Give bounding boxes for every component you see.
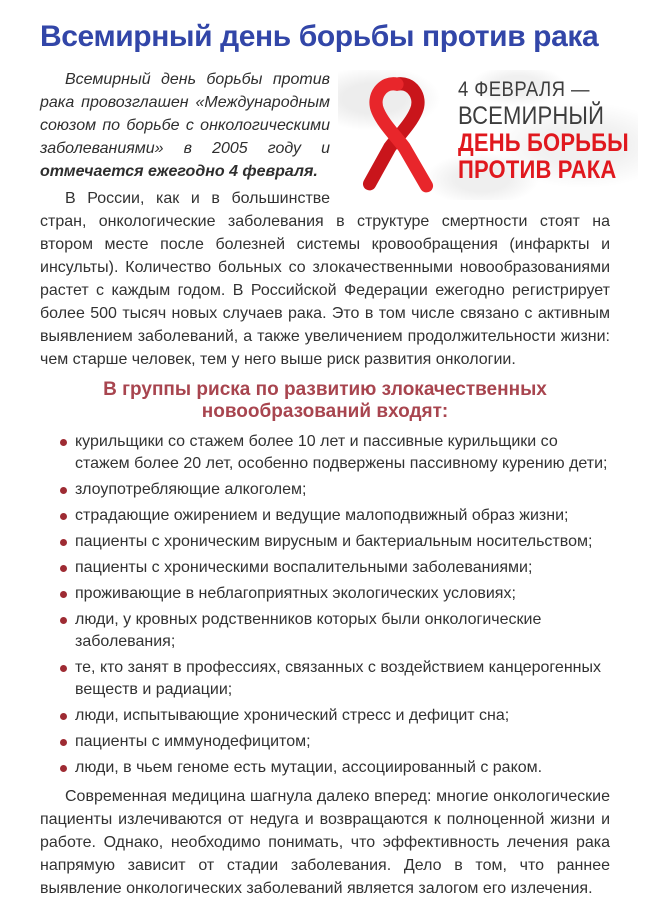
banner-text-block — [458, 78, 629, 184]
list-item — [60, 731, 610, 753]
list-item-text: люди, в чьем геноме есть мутации, ассоциированный с раком. — [75, 759, 543, 776]
bullet-dot-icon — [60, 713, 67, 720]
risk-groups-list — [40, 431, 610, 779]
list-item — [60, 757, 610, 779]
bullet-dot-icon — [60, 665, 67, 672]
list-item-text: пациенты с хроническими воспалительными заболеваниями; — [75, 559, 533, 576]
intro-text: Всемирный день борьбы против рака провозглашен «Международным союзом по борьбе с онкологическими заболеваниями» в 2005 году и — [40, 71, 330, 157]
banner-date-line: 4 ФЕВРАЛЯ — — [458, 78, 590, 101]
red-ribbon-icon — [344, 72, 450, 198]
bullet-dot-icon — [60, 617, 67, 624]
list-item-text: пациенты с хроническим вирусным и бактериальным носительством; — [75, 533, 593, 550]
list-item — [60, 431, 610, 475]
list-item — [60, 505, 610, 527]
bullet-dot-icon — [60, 591, 67, 598]
bullet-dot-icon — [60, 539, 67, 546]
list-item — [60, 557, 610, 579]
bullet-dot-icon — [60, 565, 67, 572]
list-item — [60, 657, 610, 701]
list-item — [60, 705, 610, 727]
intro-text-bold: отмечается ежегодно 4 февраля. — [40, 163, 318, 180]
bullet-dot-icon — [60, 439, 67, 446]
list-item-text: люди, у кровных родственников которых были онкологические заболевания; — [75, 611, 542, 650]
list-item — [60, 583, 610, 605]
banner-line-day: ДЕНЬ БОРЬБЫ — [458, 129, 629, 157]
risk-groups-heading: В группы риска по развитию злокачественных новообразований входят: — [103, 379, 547, 422]
bullet-dot-icon — [60, 739, 67, 746]
list-item-text: злоупотребляющие алкоголем; — [75, 481, 307, 498]
list-item-text: те, кто занят в профессиях, связанных с воздействием канцерогенных веществ и радиации; — [75, 659, 601, 698]
closing-paragraph: Современная медицина шагнула далеко вперед: многие онкологические пациенты излечиваются от недуга и возвращаются к полноценной жизни и работе. Однако, необходимо понимать, что эффективность лечения рака напрямую зависит от стадии заболевания. Дело в том, что раннее выявление онкологических заболеваний является залогом его излечения. — [40, 788, 610, 897]
page-title: Всемирный день борьбы против рака — [40, 20, 599, 53]
list-item-text: пациенты с иммунодефицитом; — [75, 733, 311, 750]
world-cancer-day-banner — [338, 70, 638, 200]
bullet-dot-icon — [60, 765, 67, 772]
list-item-text: курильщики со стажем более 10 лет и пассивные курильщики со стажем более 20 лет, особенно подвержены пассивному курению дети; — [75, 433, 608, 472]
paragraph-russia-statistics: В России, как и в большинстве стран, онкологические заболевания в структуре смертности стоят на втором месте после болезней системы кровообращения (инфаркты и инсульты). Количество больных со злокачественными новообразованиями растет с каждым годом. В Российской Федерации ежегодно регистрирует более 500 тысяч новых случаев рака. Это в том числе связано с активным выявлением заболеваний, а также увеличением продолжительности жизни: чем старше человек, тем у него выше риск развития онкологии. — [40, 190, 610, 368]
list-item-text: страдающие ожирением и ведущие малоподвижный образ жизни; — [75, 507, 569, 524]
banner-line-against-cancer: ПРОТИВ РАКА — [458, 156, 617, 184]
list-item — [60, 479, 610, 501]
list-item-text: люди, испытывающие хронический стресс и дефицит сна; — [75, 707, 510, 724]
list-item — [60, 531, 610, 553]
list-item — [60, 609, 610, 653]
bullet-dot-icon — [60, 513, 67, 520]
bullet-dot-icon — [60, 487, 67, 494]
banner-line-world: ВСЕМИРНЫЙ — [458, 102, 605, 130]
list-item-text: проживающие в неблагоприятных экологических условиях; — [75, 585, 516, 602]
